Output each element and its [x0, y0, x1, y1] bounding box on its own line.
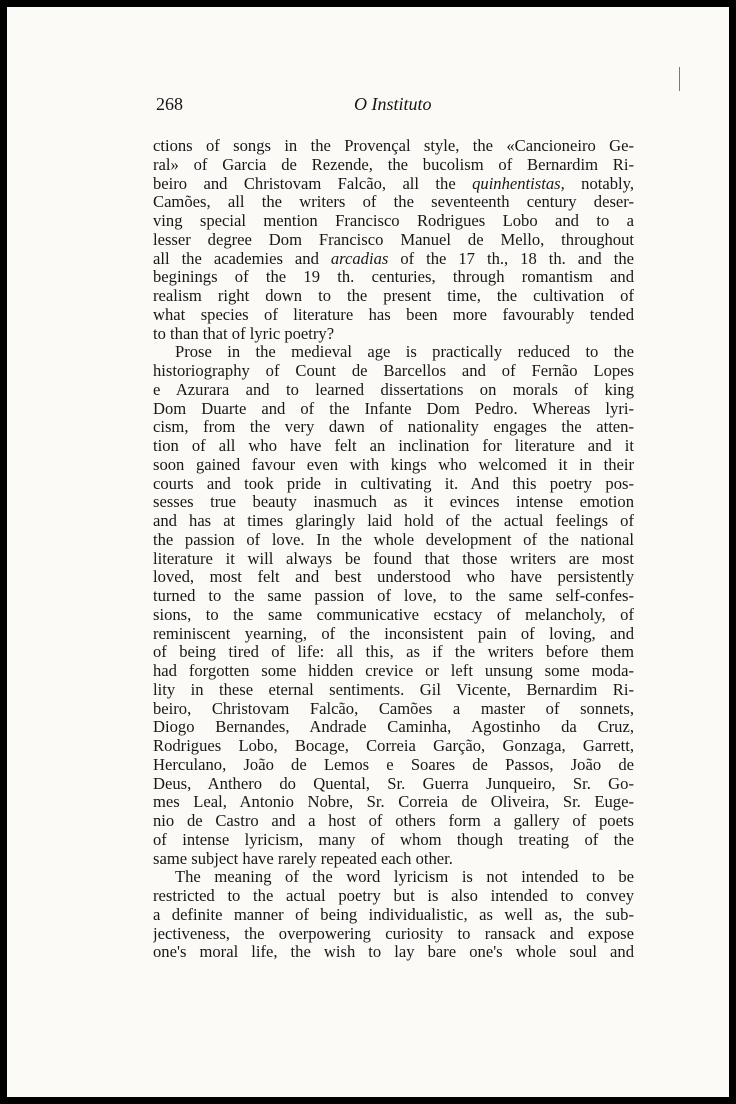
text-line: realism right down to the present time, the cultivation of	[153, 287, 634, 305]
text-line: nio de Castro and a host of others form a gallery of poets	[153, 812, 634, 830]
text-line: soon gained favour even with kings who welcomed it in their	[153, 455, 634, 474]
text-line: same subject have rarely repeated each other.	[153, 849, 453, 868]
text-line: Herculano, João de Lemos e Soares de Passos, João de	[153, 755, 634, 774]
text-line: all the academies and arcadias of the 17 th., 18 th. and the	[153, 249, 634, 268]
text-line: beginings of the 19 th. centuries, through romantism and	[153, 268, 634, 287]
margin-mark	[679, 67, 680, 91]
text-line: ving special mention Francisco Rodrigues Lobo and to a	[153, 212, 634, 230]
text-line: and has at times glaringly laid hold of the actual feelings of	[153, 512, 634, 530]
text-line: what species of literature has been more favourably tended	[153, 305, 634, 324]
text-line: sesses true beauty inasmuch as it evinces intense emotion	[153, 493, 634, 512]
text-line: ral» of Garcia de Rezende, the bucolism of Bernardim Ri-	[153, 155, 634, 174]
text-line: ctions of songs in the Provençal style, the «Cancioneiro Ge-	[153, 137, 634, 155]
text-line: Prose in the medieval age is practically reduced to the	[175, 343, 634, 362]
text-line: beiro and Christovam Falcão, all the quinhentistas, notably,	[153, 174, 634, 193]
text-line: restricted to the actual poetry but is also intended to convey	[153, 887, 634, 905]
text-line: literature it will always be found that those writers are most	[153, 549, 634, 568]
text-line: Deus, Anthero do Quental, Sr. Guerra Junqueiro, Sr. Go-	[153, 774, 634, 793]
book-page	[7, 7, 729, 1097]
text-line: sions, to the same communicative ecstacy of melancholy, of	[153, 605, 634, 624]
text-line: Diogo Bernandes, Andrade Caminha, Agostinho da Cruz,	[153, 718, 634, 737]
text-line: jectiveness, the overpowering curiosity to ransack and expose	[153, 924, 634, 943]
text-line: lity in these eternal sentiments. Gil Vicente, Bernardim Ri-	[153, 680, 634, 699]
text-line: Dom Duarte and of the Infante Dom Pedro. Whereas lyri-	[153, 399, 634, 418]
text-line: e Azurara and to learned dissertations on morals of king	[153, 380, 634, 399]
body-text	[153, 137, 634, 962]
text-line: mes Leal, Antonio Nobre, Sr. Correia de Oliveira, Sr. Euge-	[153, 793, 634, 812]
text-line: one's moral life, the wish to lay bare one's whole soul and	[153, 943, 634, 962]
page-number: 268	[156, 94, 183, 114]
text-line: a definite manner of being individualistic, as well as, the sub-	[153, 905, 634, 924]
text-line: lesser degree Dom Francisco Manuel de Mello, throughout	[153, 230, 634, 249]
text-line: turned to the same passion of love, to the same self-confes-	[153, 587, 634, 605]
text-line: of being tired of life: all this, as if the writers before them	[153, 643, 634, 662]
page-header	[156, 94, 633, 124]
text-line: the passion of love. In the whole development of the national	[153, 530, 634, 549]
text-line: to than that of lyric poetry?	[153, 324, 335, 343]
running-title: O Instituto	[354, 94, 432, 114]
text-line: of intense lyricism, many of whom though treating of the	[153, 830, 634, 849]
text-line: The meaning of the word lyricism is not intended to be	[175, 868, 634, 887]
text-line: beiro, Christovam Falcão, Camões a master of sonnets,	[153, 699, 634, 718]
text-line: historiography of Count de Barcellos and of Fernão Lopes	[153, 362, 634, 380]
text-line: Camões, all the writers of the seventeenth century deser-	[153, 193, 634, 212]
text-line: cism, from the very dawn of nationality engages the atten-	[153, 418, 634, 437]
text-line: courts and took pride in cultivating it. And this poetry pos-	[153, 474, 634, 493]
text-line: had forgotten some hidden crevice or left unsung some moda-	[153, 662, 634, 680]
text-line: loved, most felt and best understood who have persistently	[153, 568, 634, 587]
text-line: tion of all who have felt an inclination for literature and it	[153, 437, 634, 455]
text-line: Rodrigues Lobo, Bocage, Correia Garção, Gonzaga, Garrett,	[153, 737, 634, 755]
text-line: reminiscent yearning, of the inconsistent pain of loving, and	[153, 624, 634, 643]
